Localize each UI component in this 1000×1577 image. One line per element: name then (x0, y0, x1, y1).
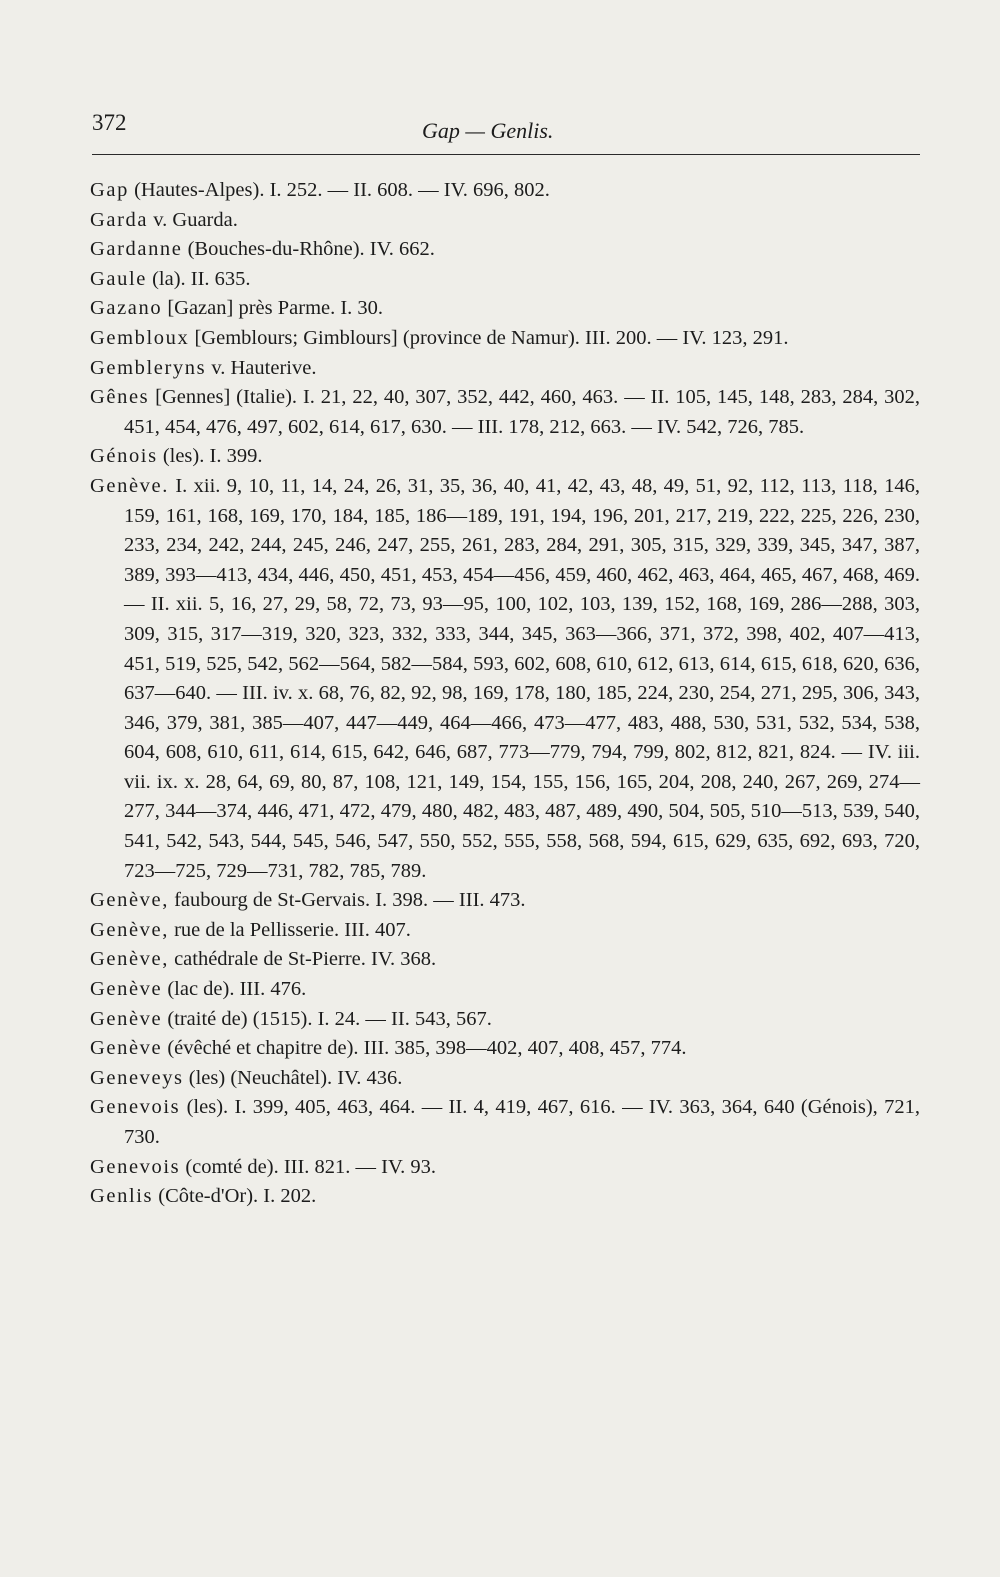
entry-headword: Genève (90, 1007, 163, 1030)
index-entry (80, 1093, 920, 1152)
entry-headword: Gardanne (90, 238, 183, 261)
index-entry (80, 916, 920, 946)
running-title: Gap — Genlis. (422, 118, 554, 143)
entry-headword: Gembleryns (90, 356, 207, 379)
entry-headword: Genève. (90, 474, 169, 497)
entry-headword: Genève (90, 978, 163, 1001)
entry-references: I. xii. 9, 10, 11, 14, 24, 26, 31, 35, 36, 40, 41, 42, 43, 48, 49, 51, 92, 112, 113, 118, 146, 159, 161, 168, 169, 170, 184, 185, 186—189, 191, 194, 196, 201, 217, 219, 222, 225, 226, 230, 233, 234, 242, 244, 245, 246, 247, 255, 261, 283, 284, 291, 305, 315, 329, 339, 345, 347, 387, 389, 393—413, 434, 446, 450, 451, 453, 454—456, 459, 460, 462, 463, 464, 465, 467, 468, 469. — II. xii. 5, 16, 27, 29, 58, 72, 73, 93—95, 100, 102, 103, 139, 152, 168, 169, 286—288, 303, 309, 315, 317—319, 320, 323, 332, 333, 344, 345, 363—366, 371, 372, 398, 402, 407—413, 451, 519, 525, 542, 562—564, 582—584, 593, 602, 608, 610, 612, 613, 614, 615, 618, 620, 636, 637—640. — III. iv. x. 68, 76, 82, 92, 98, 169, 178, 180, 185, 224, 230, 254, 271, 295, 306, 343, 346, 379, 381, 385—407, 447—449, 464—466, 473—477, 483, 488, 530, 531, 532, 534, 538, 604, 608, 610, 611, 614, 615, 642, 646, 687, 773—779, 794, 799, 802, 812, 821, 824. — IV. iii. vii. ix. x. 28, 64, 69, 80, 87, 108, 121, 149, 154, 155, 156, 165, 204, 208, 240, 267, 269, 274—277, 344—374, 446, 471, 472, 479, 480, 482, 483, 487, 489, 490, 504, 505, 510—513, 539, 540, 541, 542, 543, 544, 545, 546, 547, 550, 552, 555, 558, 568, 594, 615, 629, 635, 692, 693, 720, 723—725, 729—731, 782, 785, 789. (124, 474, 920, 882)
entry-headword: Genevois (90, 1155, 181, 1178)
entry-references: (Hautes-Alpes). I. 252. — II. 608. — IV. 696, 802. (134, 179, 550, 201)
entry-headword: Genève, (90, 948, 169, 971)
entry-headword: Gazano (90, 297, 163, 320)
entry-references: (évêché et chapitre de). III. 385, 398—402, 407, 408, 457, 774. (167, 1037, 687, 1060)
index-entry (80, 1064, 920, 1094)
entry-headword: Gênes (90, 386, 150, 409)
entry-references: v. Guarda. (153, 208, 238, 231)
index-entry (80, 354, 920, 384)
index-entry (80, 1034, 920, 1064)
entry-references: [Gennes] (Italie). I. 21, 22, 40, 307, 352, 442, 460, 463. — II. 105, 145, 148, 283, 284, 302, 451, 454, 476, 497, 602, 614, 617, 630. — III. 178, 212, 663. — IV. 542, 726, 785. (124, 386, 920, 438)
entry-headword: Gembloux (90, 326, 190, 349)
entry-references: (les). I. 399. (162, 445, 263, 468)
index-entry (80, 383, 920, 442)
index-entry (80, 1153, 920, 1183)
entry-headword: Genevois (90, 1096, 181, 1119)
index-entry (80, 1182, 920, 1212)
page-number: 372 (92, 110, 127, 135)
entry-references: (comté de). III. 821. — IV. 93. (185, 1155, 437, 1178)
index-entry (80, 945, 920, 975)
entry-references: (les) (Neuchâtel). IV. 436. (188, 1066, 403, 1089)
header-rule (92, 154, 920, 155)
index-entry (80, 1005, 920, 1035)
entry-headword: Geneveys (90, 1066, 184, 1089)
index-entry (80, 442, 920, 472)
entry-headword: Gap (90, 179, 129, 201)
entry-references: faubourg de St-Gervais. I. 398. — III. 473. (174, 889, 526, 912)
entry-headword: Genève, (90, 889, 169, 912)
entry-headword: Genève, (90, 918, 169, 941)
entry-references: cathédrale de St-Pierre. IV. 368. (174, 948, 437, 971)
entry-references: v. Hauterive. (211, 356, 317, 379)
index-entry (80, 235, 920, 265)
index-entry (80, 206, 920, 236)
index-entry (80, 265, 920, 295)
entry-references: rue de la Pellisserie. III. 407. (174, 918, 411, 941)
entry-references: [Gemblours; Gimblours] (province de Namur). III. 200. — IV. 123, 291. (194, 326, 789, 349)
index-entry (80, 324, 920, 354)
index-entry (80, 886, 920, 916)
entry-references: (lac de). III. 476. (167, 978, 307, 1001)
entry-headword: Genève (90, 1037, 163, 1060)
index-entry (80, 294, 920, 324)
entry-headword: Garda (90, 208, 149, 231)
entry-headword: Genlis (90, 1185, 154, 1208)
entry-headword: Gaule (90, 267, 147, 290)
index-entry (80, 176, 920, 206)
entry-references: (Bouches-du-Rhône). IV. 662. (187, 238, 435, 261)
entry-references: (les). I. 399, 405, 463, 464. — II. 4, 419, 467, 616. — IV. 363, 364, 640 (Génois), 721, 730. (124, 1096, 921, 1148)
entry-references: (la). II. 635. (152, 267, 251, 290)
entry-references: [Gazan] près Parme. I. 30. (167, 297, 384, 320)
entry-headword: Génois (90, 445, 158, 468)
index-entries (80, 176, 920, 1212)
page-header (92, 110, 920, 154)
entry-references: (Côte-d'Or). I. 202. (158, 1185, 317, 1208)
index-entry (80, 975, 920, 1005)
entry-references: (traité de) (1515). I. 24. — II. 543, 567. (167, 1007, 492, 1030)
index-entry (80, 472, 920, 886)
